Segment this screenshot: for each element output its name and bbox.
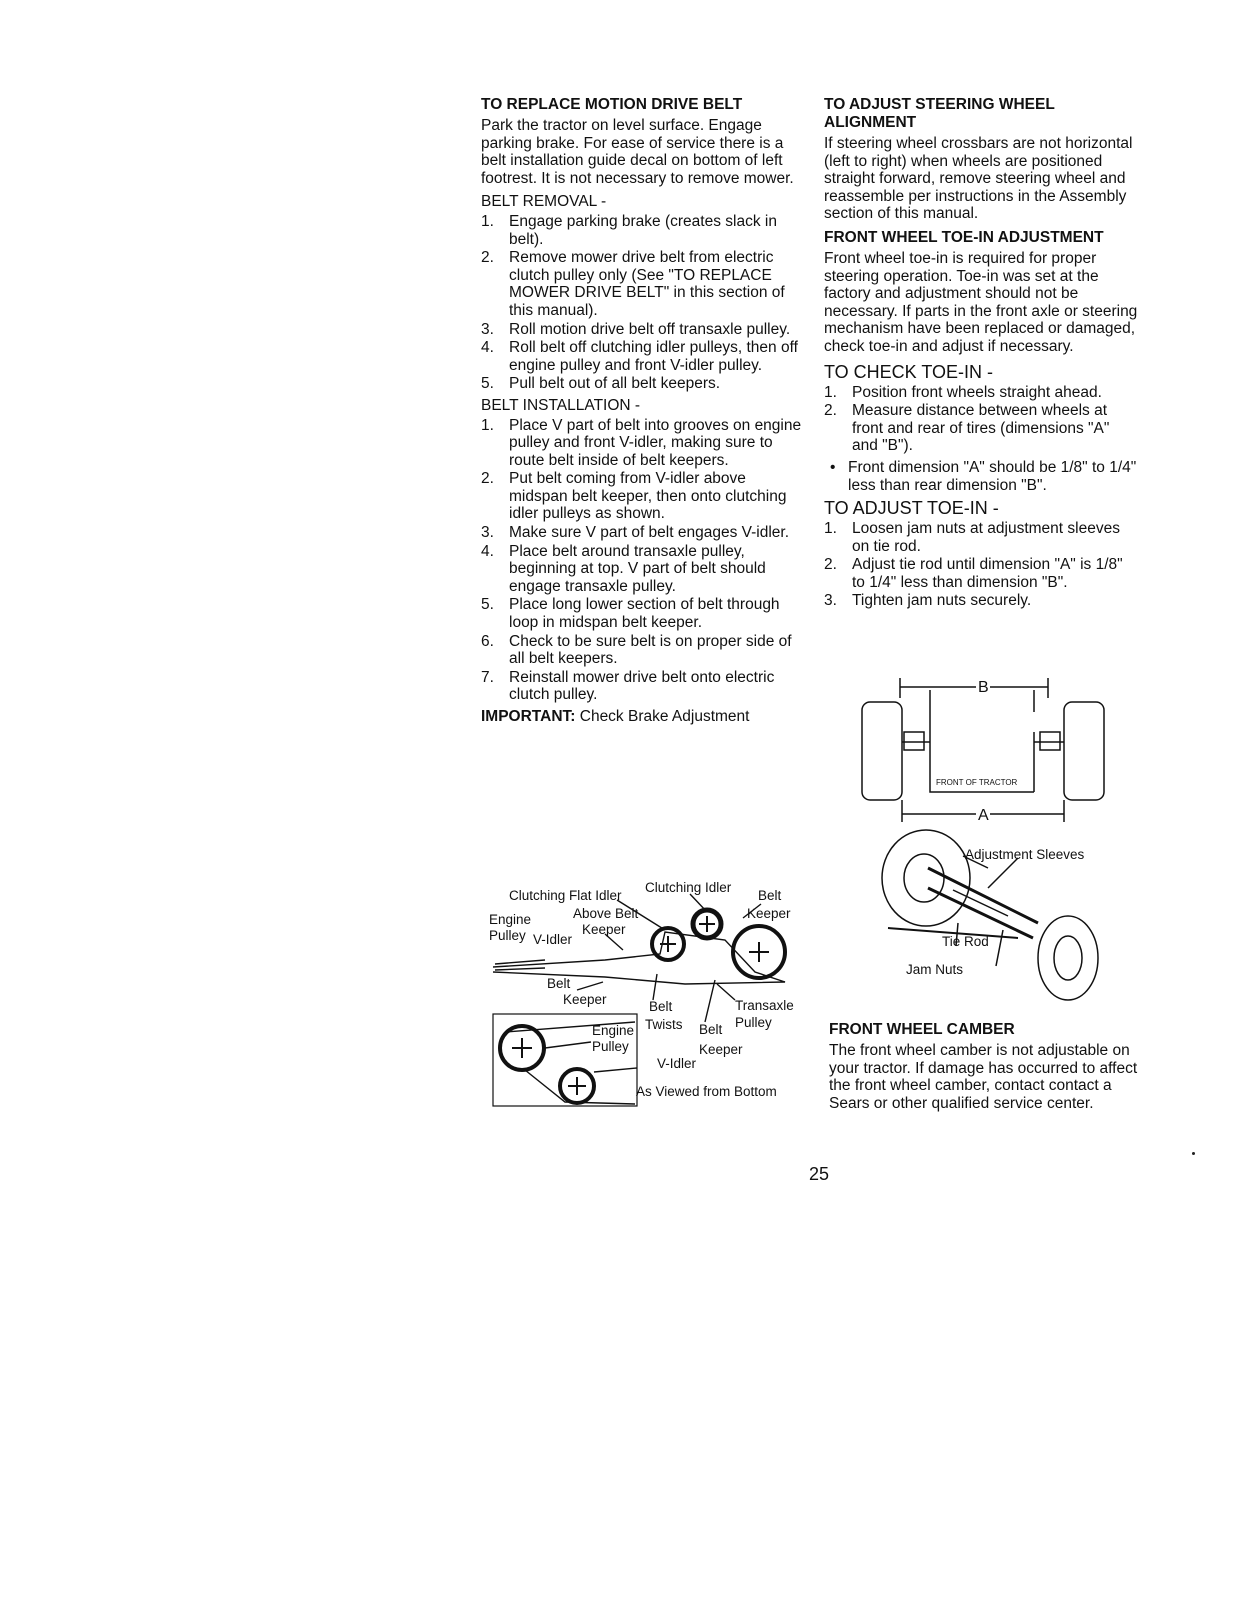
label-v-idler: V-Idler (533, 932, 573, 947)
camber-text: The front wheel camber is not adjustable on your tractor. If damage has occurred to affect the front wheel camber, contact contact a Sears or other qualified service center. (829, 1042, 1138, 1112)
label-belt-keeper-mid2: Keeper (563, 992, 607, 1007)
motion-belt-intro: Park the tractor on level surface. Engage parking brake. For ease of service there is a belt installation guide decal on bottom of left footrest. It is not necessary to remove mower. (481, 117, 794, 187)
important-note (481, 708, 803, 726)
install-steps (481, 417, 803, 705)
camber-title: FRONT WHEEL CAMBER (829, 1021, 1015, 1038)
dim-b-line (900, 678, 1048, 698)
label-transaxle-pulley2: Pulley (735, 1015, 772, 1030)
right-tire (1064, 702, 1104, 800)
label-belt-twists: Belt (649, 999, 673, 1014)
list-item: 7. Reinstall mower drive belt onto electric clutch pulley. (481, 668, 775, 704)
install-heading: BELT INSTALLATION - (481, 396, 641, 414)
page-number: 25 (809, 1164, 830, 1184)
front-wheel-right (1038, 916, 1098, 1000)
front-of-tractor-label: FRONT OF TRACTOR (936, 778, 1018, 787)
check-toein-heading: TO CHECK TOE-IN - (824, 361, 994, 382)
bottom-cross-marks (512, 1038, 586, 1095)
list-item: 3. Tighten jam nuts securely. (824, 592, 1032, 610)
dim-a-label: A (978, 807, 989, 824)
steering-title: TO ADJUST STEERING WHEEL ALIGNMENT (824, 96, 1055, 131)
list-item: 1. Engage parking brake (creates slack in belt). (481, 212, 777, 248)
belt-routing-diagram (485, 872, 815, 1112)
label-above-belt-keeper: Above Belt (573, 906, 639, 921)
left-column (481, 96, 803, 726)
wheel-tie-rod-diagram (868, 828, 1108, 1006)
tie-rod-label: Tie Rod (942, 934, 989, 949)
list-item: 2. Remove mower drive belt from electric clutch pulley only (See "TO REPLACE MOWER DRIVE BELT" in this section of this manual). (481, 249, 785, 319)
list-item: 2. Adjust tie rod until dimension "A" is 1/8" to 1/4" less than dimension "B". (824, 556, 1123, 591)
check-bullet (824, 459, 1139, 494)
left-tire (862, 702, 902, 800)
frame-outline (930, 690, 1034, 792)
label-engine-pulley: Engine (489, 912, 532, 927)
label-belt-keeper-top: Belt (758, 888, 782, 903)
diagram-leader-lines (956, 858, 1018, 966)
front-wheel-left (882, 830, 970, 926)
adjustment-sleeves-label: Adjustment Sleeves (965, 847, 1085, 862)
label-v-idler-bottom: V-Idler (657, 1056, 697, 1071)
label-belt-keeper-low2: Keeper (699, 1042, 743, 1057)
list-item: 4. Roll belt off clutching idler pulleys, then off engine pulley and front V-idler pulley. (481, 339, 798, 374)
label-transaxle-pulley: Transaxle (735, 998, 794, 1013)
list-item: 1. Place V part of belt into grooves on engine pulley and front V-idler, making sure to route belt inside of belt keepers. (481, 416, 802, 469)
list-item: 6. Check to be sure belt is on proper side of all belt keepers. (481, 632, 792, 668)
list-item: 3. Make sure V part of belt engages V-idler. (481, 524, 790, 542)
label-belt-keeper-mid: Belt (547, 976, 571, 991)
adjust-toein-heading: TO ADJUST TOE-IN - (824, 498, 999, 519)
list-item: 4. Place belt around transaxle pulley, beginning at top. V part of belt should engage transaxle pulley. (481, 542, 766, 595)
label-as-viewed: As Viewed from Bottom (636, 1084, 777, 1099)
steering-text: If steering wheel crossbars are not horizontal (left to right) when wheels are positioned straight forward, remove steering wheel and reassemble per instructions in the Assembly section of this manual. (824, 135, 1133, 223)
list-item: 5. Place long lower section of belt through loop in midspan belt keeper. (481, 596, 780, 632)
label-engine-pulley2: Pulley (489, 928, 526, 943)
check-steps (824, 384, 1139, 455)
label-engine-pulley-bottom: Engine (592, 1023, 635, 1038)
dim-b-label: B (978, 679, 989, 696)
label-belt-keeper-low: Belt (699, 1022, 723, 1037)
list-item: 2. Measure distance between wheels at front and rear of tires (dimensions "A" and "B"). (824, 402, 1110, 455)
right-spindle (1040, 732, 1060, 750)
removal-steps (481, 213, 803, 393)
wheel-hub-right (1054, 936, 1082, 980)
list-item: 2. Put belt coming from V-idler above midspan belt keeper, then onto clutching idler pulleys as shown. (481, 470, 787, 523)
left-spindle (904, 732, 924, 750)
toein-diagram (858, 672, 1108, 832)
label-clutching-flat-idler: Clutching Flat Idler (509, 888, 622, 903)
label-engine-pulley-bottom2: Pulley (592, 1039, 629, 1054)
right-column (824, 96, 1139, 614)
adjust-steps (824, 520, 1139, 610)
list-item: 1. Position front wheels straight ahead. (824, 383, 1102, 401)
list-item: • Front dimension "A" should be 1/8" to 1/4" less than rear dimension "B". (830, 458, 1137, 494)
wheel-hub-left (904, 854, 944, 902)
label-clutching-idler: Clutching Idler (645, 880, 732, 895)
label-belt-twists2: Twists (645, 1017, 683, 1032)
label-above-belt-keeper2: Keeper (582, 922, 626, 937)
stray-dot (1192, 1152, 1195, 1155)
motion-belt-title: TO REPLACE MOTION DRIVE BELT (481, 96, 743, 113)
important-text: Check Brake Adjustment (579, 708, 750, 725)
toein-title: FRONT WHEEL TOE-IN ADJUSTMENT (824, 228, 1104, 246)
jam-nuts-label: Jam Nuts (906, 962, 964, 977)
camber-section (829, 1021, 1154, 1118)
list-item: 3. Roll motion drive belt off transaxle pulley. (481, 320, 791, 338)
label-belt-keeper-top2: Keeper (747, 906, 791, 921)
toein-text: Front wheel toe-in is required for proper steering operation. Toe-in was set at the factory and adjustment should not be necessary. If parts in the front axle or steering mechanism have been replaced or damaged, check toe-in and adjust if necessary. (824, 249, 1138, 355)
list-item: 1. Loosen jam nuts at adjustment sleeves on tie rod. (824, 520, 1120, 555)
important-label: IMPORTANT: (481, 708, 576, 725)
removal-heading: BELT REMOVAL - (481, 193, 607, 211)
list-item: 5. Pull belt out of all belt keepers. (481, 375, 721, 393)
